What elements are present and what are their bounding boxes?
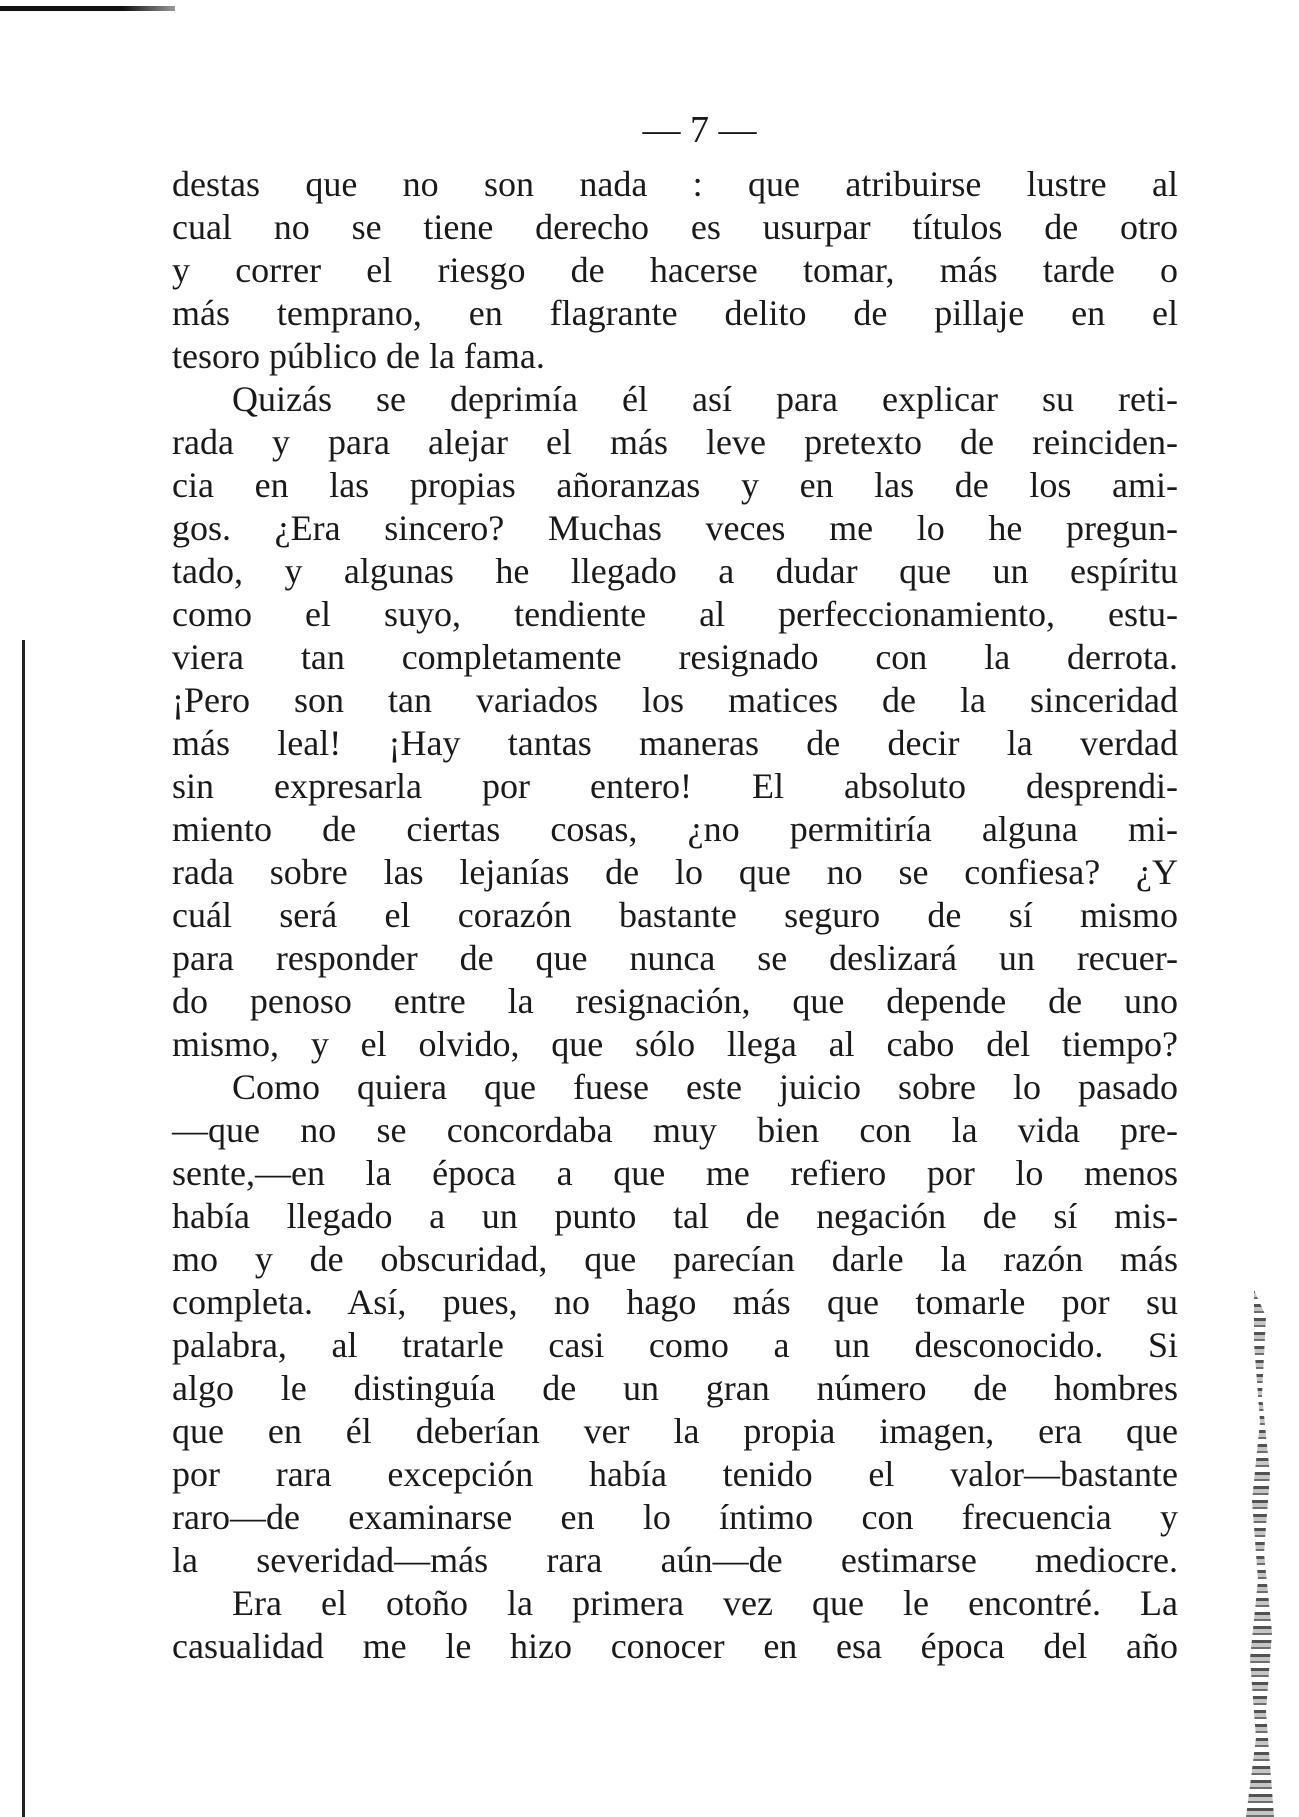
text-line: cia en las propias añoranzas y en las de los ami- — [172, 465, 1178, 505]
text-line: palabra, al tratarle casi como a un desconocido. Si — [172, 1325, 1178, 1365]
text-line: destas que no son nada : que atribuirse lustre al — [172, 164, 1178, 204]
page-number: — 7 — — [642, 109, 757, 151]
page-edge-line — [22, 640, 25, 1817]
text-line: algo le distinguía de un gran número de hombres — [172, 1368, 1178, 1408]
text-line: cuál será el corazón bastante seguro de sí mismo — [172, 895, 1178, 935]
text-line: mo y de obscuridad, que parecían darle la razón más — [172, 1239, 1178, 1279]
text-line: Era el otoño la primera vez que le encontré. La — [232, 1583, 1178, 1623]
text-line: había llegado a un punto tal de negación de sí mis- — [172, 1196, 1178, 1236]
text-line: la severidad—más rara aún—de estimarse mediocre. — [172, 1540, 1178, 1580]
text-line: completa. Así, pues, no hago más que tomarle por su — [172, 1282, 1178, 1322]
text-line: —que no se concordaba muy bien con la vida pre- — [172, 1110, 1178, 1150]
text-line: casualidad me le hizo conocer en esa época del año — [172, 1626, 1178, 1666]
torn-page-edge — [1238, 1290, 1278, 1817]
text-line: por rara excepción había tenido el valor—bastante — [172, 1454, 1178, 1494]
text-line: más temprano, en flagrante delito de pillaje en el — [172, 293, 1178, 333]
text-line: sin expresarla por entero! El absoluto desprendi- — [172, 766, 1178, 806]
body-text — [172, 163, 1178, 1668]
text-line: gos. ¿Era sincero? Muchas veces me lo he pregun- — [172, 508, 1178, 548]
text-line: cual no se tiene derecho es usurpar títulos de otro — [172, 207, 1178, 247]
text-line: rada sobre las lejanías de lo que no se confiesa? ¿Y — [172, 852, 1178, 892]
text-line: más leal! ¡Hay tantas maneras de decir la verdad — [172, 723, 1178, 763]
scan-mark — [0, 6, 175, 11]
text-line: ¡Pero son tan variados los matices de la sinceridad — [172, 680, 1178, 720]
text-line: mismo, y el olvido, que sólo llega al cabo del tiempo? — [172, 1024, 1178, 1064]
text-line: rada y para alejar el más leve pretexto de reinciden- — [172, 422, 1178, 462]
text-line: tesoro público de la fama. — [172, 336, 545, 376]
text-line: Quizás se deprimía él así para explicar su reti- — [232, 379, 1178, 419]
text-line: viera tan completamente resignado con la derrota. — [172, 637, 1178, 677]
text-line: como el suyo, tendiente al perfeccionamiento, estu- — [172, 594, 1178, 634]
text-line: y correr el riesgo de hacerse tomar, más tarde o — [172, 250, 1178, 290]
text-line: Como quiera que fuese este juicio sobre lo pasado — [232, 1067, 1178, 1107]
text-line: tado, y algunas he llegado a dudar que un espíritu — [172, 551, 1178, 591]
text-line: que en él deberían ver la propia imagen, era que — [172, 1411, 1178, 1451]
text-line: para responder de que nunca se deslizará un recuer- — [172, 938, 1178, 978]
text-line: raro—de examinarse en lo íntimo con frecuencia y — [172, 1497, 1178, 1537]
text-line: miento de ciertas cosas, ¿no permitiría alguna mi- — [172, 809, 1178, 849]
text-line: do penoso entre la resignación, que depende de uno — [172, 981, 1178, 1021]
text-line: sente,—en la época a que me refiero por lo menos — [172, 1153, 1178, 1193]
